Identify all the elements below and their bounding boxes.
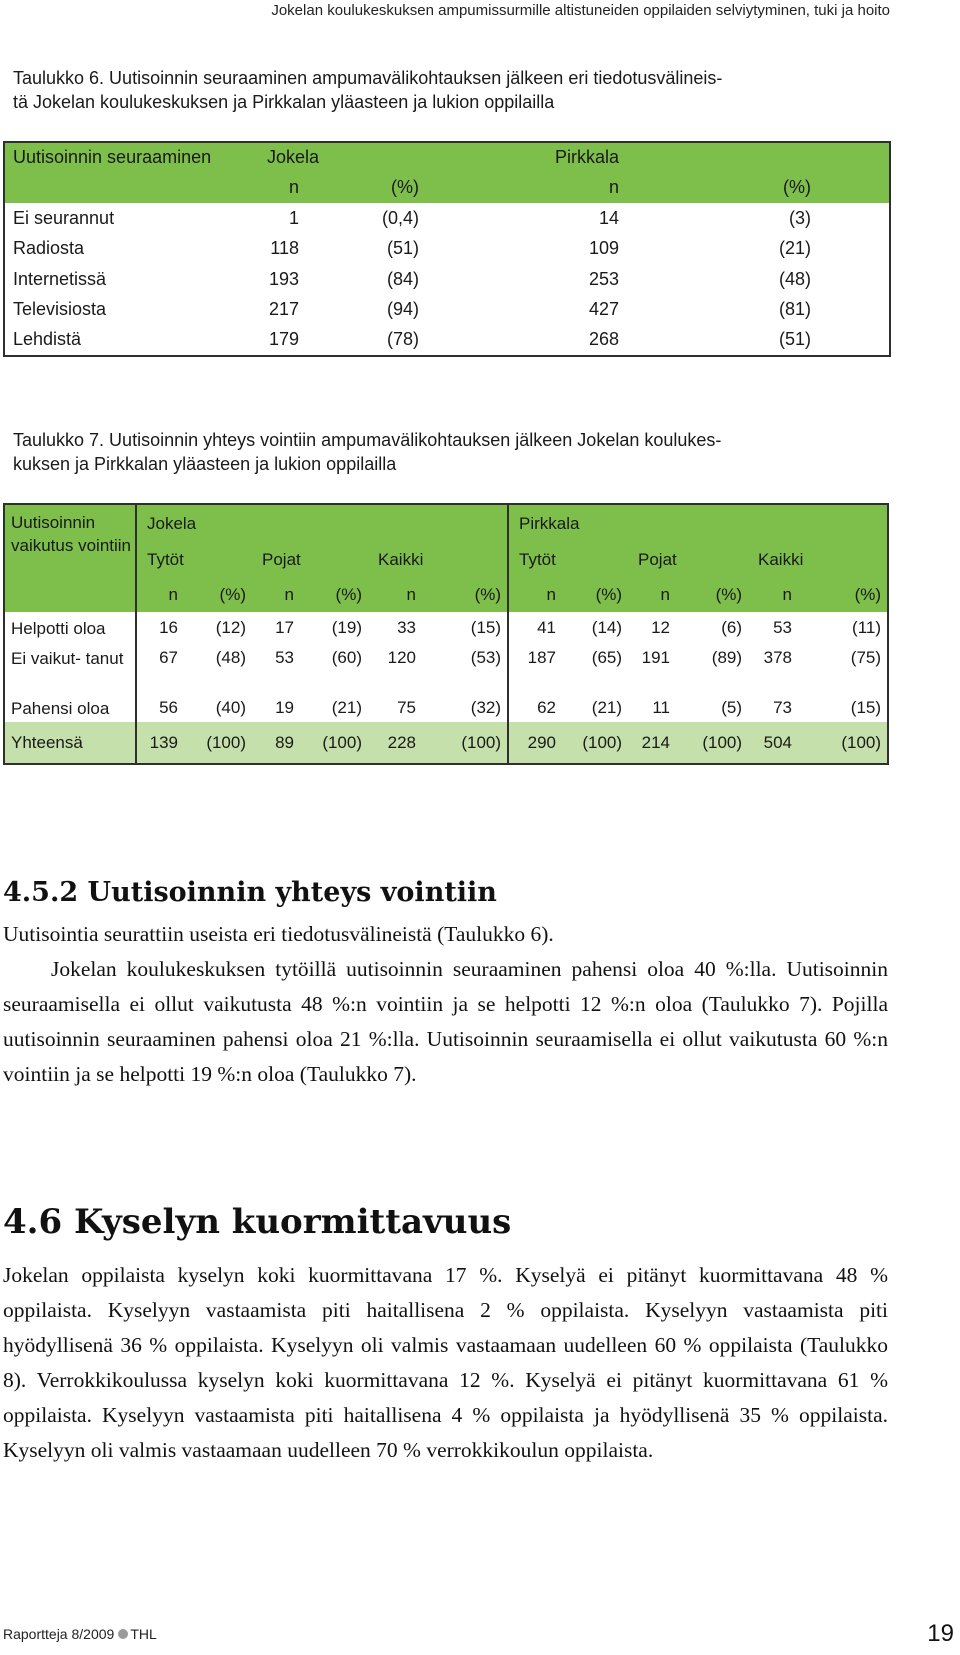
table7-pct-cell: (48) — [215, 648, 246, 667]
table7-caption-line2: kuksen ja Pirkkalan yläasteen ja lukion oppilailla — [13, 454, 397, 474]
table7-pct-cell: (40) — [215, 698, 246, 717]
table7-pct-cell: (19) — [331, 618, 362, 637]
table6-row — [4, 295, 890, 326]
table7-pirkkala-tytot: Tytöt — [519, 550, 556, 569]
table7-group-jokela: Jokela — [136, 504, 508, 542]
table7-n-cell: 120 — [387, 648, 416, 667]
table7-pct-cell: (14) — [591, 618, 623, 637]
table7-n-cell: 228 — [387, 732, 416, 752]
table6-row-label: Lehdistä — [13, 329, 82, 350]
table7-pct-cell: (100) — [841, 732, 882, 752]
table6-jokela-pct: (78) — [386, 329, 419, 350]
footer-series: Raportteja 8/2009 — [3, 1626, 115, 1642]
table6-col0-header: Uutisoinnin seuraaminen — [13, 147, 212, 168]
table7-jokela-tytot: Tytöt — [147, 550, 184, 569]
table7-pct-header: (%) — [854, 585, 882, 604]
table6-jokela-n: 193 — [268, 268, 299, 289]
table7-pct-cell: (100) — [206, 732, 246, 752]
table7-n-cell: 12 — [651, 618, 671, 637]
table7-caption — [13, 428, 883, 476]
table7-n-cell: 53 — [773, 618, 793, 637]
table7-pct-cell: (11) — [852, 618, 882, 637]
table6-header-row — [4, 142, 890, 173]
table7-jokela-kaikki: Kaikki — [368, 542, 508, 578]
table7-pct-cell: (75) — [850, 648, 882, 667]
table6-row — [4, 325, 890, 356]
table7-pct-cell: (6) — [721, 618, 743, 637]
table7-pct-header: (%) — [715, 585, 743, 604]
table7-pct-cell: (60) — [331, 648, 362, 667]
table6-group-pirkkala: Pirkkala — [554, 147, 619, 168]
table7-n-header: n — [406, 585, 416, 604]
table6 — [3, 141, 891, 357]
table7-pct-cell: (15) — [850, 698, 882, 717]
table7-total-row — [4, 722, 888, 764]
table6-pirkkala-n: 109 — [588, 238, 619, 259]
table7-row-label: Helpotti oloa — [4, 612, 136, 642]
table6-pirkkala-n: 253 — [588, 268, 619, 289]
table7-n-cell: 67 — [159, 648, 178, 667]
table6-pirkkala-n: 427 — [588, 299, 619, 320]
table7-pirkkala-kaikki: Kaikki — [758, 550, 804, 569]
table6-pirkkala-pct-header: (%) — [783, 177, 811, 198]
section-46-heading: 4.6 Kyselyn kuormittavuus — [3, 1202, 512, 1242]
table7-pct-cell: (65) — [591, 648, 623, 667]
table7-pct-cell: (21) — [591, 698, 623, 717]
table6-jokela-n: 217 — [268, 299, 299, 320]
table7-pct-header: (%) — [595, 585, 623, 604]
table7-n-header: n — [546, 585, 557, 604]
table7-caption-line1: Taulukko 7. Uutisoinnin yhteys vointiin ampumavälikohtauksen jälkeen Jokelan koulukes- — [13, 430, 722, 450]
table6-jokela-pct-header: (%) — [391, 177, 419, 198]
table7-n-header: n — [284, 585, 294, 604]
table6-caption — [13, 66, 883, 114]
table6-pirkkala-n-header: n — [608, 177, 619, 198]
table7-row — [4, 612, 888, 642]
table7-col0-header: Uutisoinnin vaikutus vointiin — [4, 504, 136, 612]
page-number: 19 — [927, 1620, 954, 1647]
table6-jokela-pct: (51) — [386, 238, 419, 259]
footer-left — [3, 1626, 157, 1642]
table7-row-label: Pahensi oloa — [4, 692, 136, 722]
table7-n-cell: 16 — [159, 618, 178, 637]
table7-pct-cell: (100) — [582, 732, 623, 752]
table7-n-cell: 41 — [537, 618, 557, 637]
table7-n-cell: 19 — [275, 698, 294, 717]
table6-pirkkala-n: 14 — [598, 207, 619, 228]
table7-pct-cell: (100) — [702, 732, 743, 752]
table7-n-cell: 139 — [149, 732, 178, 752]
table7-pct-cell: (32) — [422, 692, 508, 722]
table6-jokela-pct: (94) — [386, 299, 419, 320]
table6-row-label: Televisiosta — [13, 299, 107, 320]
footer-publisher: THL — [130, 1626, 157, 1642]
table7-pct-cell: (5) — [721, 698, 743, 717]
table7-n-cell: 53 — [275, 648, 294, 667]
table7-pct-cell: (15) — [422, 612, 508, 642]
table7-n-header: n — [168, 585, 178, 604]
table7-row — [4, 692, 888, 722]
table7-n-cell: 378 — [763, 648, 793, 667]
table6-caption-line1: Taulukko 6. Uutisoinnin seuraaminen ampumavälikohtauksen jälkeen eri tiedotusvälineis- — [13, 68, 723, 88]
table6-row — [4, 234, 890, 265]
table6-pirkkala-pct: (3) — [789, 207, 811, 228]
table7 — [3, 503, 889, 765]
table6-jokela-n: 1 — [288, 207, 299, 228]
section-452-body — [3, 917, 888, 1092]
table6-pirkkala-pct: (81) — [778, 299, 811, 320]
table7-n-cell: 504 — [763, 732, 793, 752]
table6-pirkkala-pct: (21) — [778, 238, 811, 259]
table6-jokela-pct: (0,4) — [381, 207, 419, 228]
table7-pct-header: (%) — [335, 585, 362, 604]
table6-group-jokela: Jokela — [267, 147, 320, 168]
table7-n-cell: 17 — [275, 618, 294, 637]
table7-pct-header: (%) — [422, 578, 508, 612]
table7-pct-cell: (89) — [711, 648, 743, 667]
section-452-p1: Uutisointia seurattiin useista eri tiedotusvälineistä (Taulukko 6). — [3, 922, 554, 946]
section-46-p1: Jokelan oppilaista kyselyn koki kuormittavana 17 %. Kyselyä ei pitänyt kuormittavana 48 % oppilaista. Kyselyyn vastaamista piti haitallisena 2 % oppilaista. Kyselyyn vastaamista piti hyödyllisenä 36 % oppilaista. Kyselyyn oli valmis vastaamaan uudelleen 60 % oppilaista (Taulukko 8). Verrokkikoulussa kyselyn koki kuormittavana 12 %. Kyselyä ei pitänyt kuormittavana 61 % oppilaista. Kyselyyn vastaamista piti haitallisena 4 % oppilaista ja hyödyllisenä 35 % oppilaista. Kyselyyn oli valmis vastaamaan uudelleen 70 % verrokkikoulun oppilaista. — [3, 1263, 888, 1462]
table6-pirkkala-pct: (48) — [778, 268, 811, 289]
table6-row — [4, 203, 890, 234]
footer-dot-icon — [118, 1629, 128, 1639]
section-452-p2: Jokelan koulukeskuksen tytöillä uutisoinnin seuraaminen pahensi oloa 40 %:lla. Uutisoinnin seuraamisella ei ollut vaikutusta 48 %:n vointiin ja se helpotti 12 %:n oloa (Taulukko 7). Pojilla uutisoinnin seuraaminen pahensi oloa 21 %:lla. Uutisoinnin seuraamisella ei ollut vaikutusta 60 %:n vointiin ja se helpotti 19 %:n oloa (Taulukko 7). — [3, 957, 888, 1086]
table7-n-cell: 89 — [275, 732, 294, 752]
table7-n-cell: 56 — [159, 698, 178, 717]
table6-jokela-n: 179 — [268, 329, 299, 350]
table7-n-cell: 214 — [641, 732, 671, 752]
table7-pct-cell: (12) — [215, 618, 246, 637]
table7-pirkkala-pojat: Pojat — [638, 550, 677, 569]
table7-row-label: Ei vaikut- tanut — [4, 642, 136, 692]
table6-subheader-row — [4, 173, 890, 204]
table7-n-cell: 290 — [527, 732, 557, 752]
table7-n-cell: 191 — [641, 648, 671, 667]
table7-n-cell: 73 — [773, 698, 793, 717]
table7-pct-cell: (100) — [322, 732, 362, 752]
table7-pct-cell: (21) — [331, 698, 362, 717]
table6-row-label: Ei seurannut — [13, 207, 115, 228]
table7-pct-cell: (100) — [422, 722, 508, 764]
table7-pct-header: (%) — [219, 585, 246, 604]
table7-n-header: n — [660, 585, 671, 604]
table6-jokela-n-header: n — [288, 177, 299, 198]
table7-n-cell: 187 — [527, 648, 557, 667]
table6-row-label: Radiosta — [13, 238, 85, 259]
table7-row-label: Yhteensä — [4, 722, 136, 764]
table7-n-cell: 62 — [537, 698, 557, 717]
table7-row — [4, 642, 888, 692]
running-header: Jokelan koulukeskuksen ampumissurmille altistuneiden oppilaiden selviytyminen, tuki ja hoito — [271, 2, 890, 19]
table7-n-cell: 33 — [397, 618, 416, 637]
table6-row-label: Internetissä — [13, 268, 107, 289]
table7-subheader-row — [4, 578, 888, 612]
section-46-body — [3, 1258, 888, 1468]
table6-jokela-n: 118 — [270, 238, 299, 259]
table7-jokela-pojat: Pojat — [262, 550, 301, 569]
table6-pirkkala-pct: (51) — [778, 329, 811, 350]
table6-pirkkala-n: 268 — [588, 329, 619, 350]
table7-group-pirkkala: Pirkkala — [519, 513, 580, 533]
table7-pct-cell: (53) — [422, 642, 508, 692]
section-452-heading: 4.5.2 Uutisoinnin yhteys vointiin — [3, 877, 497, 908]
table6-jokela-pct: (84) — [386, 268, 419, 289]
table7-n-cell: 11 — [652, 698, 671, 717]
table6-row — [4, 264, 890, 295]
table7-n-header: n — [782, 585, 793, 604]
table7-n-cell: 75 — [397, 698, 416, 717]
table6-caption-line2: tä Jokelan koulukeskuksen ja Pirkkalan yläasteen ja lukion oppilailla — [13, 92, 555, 112]
